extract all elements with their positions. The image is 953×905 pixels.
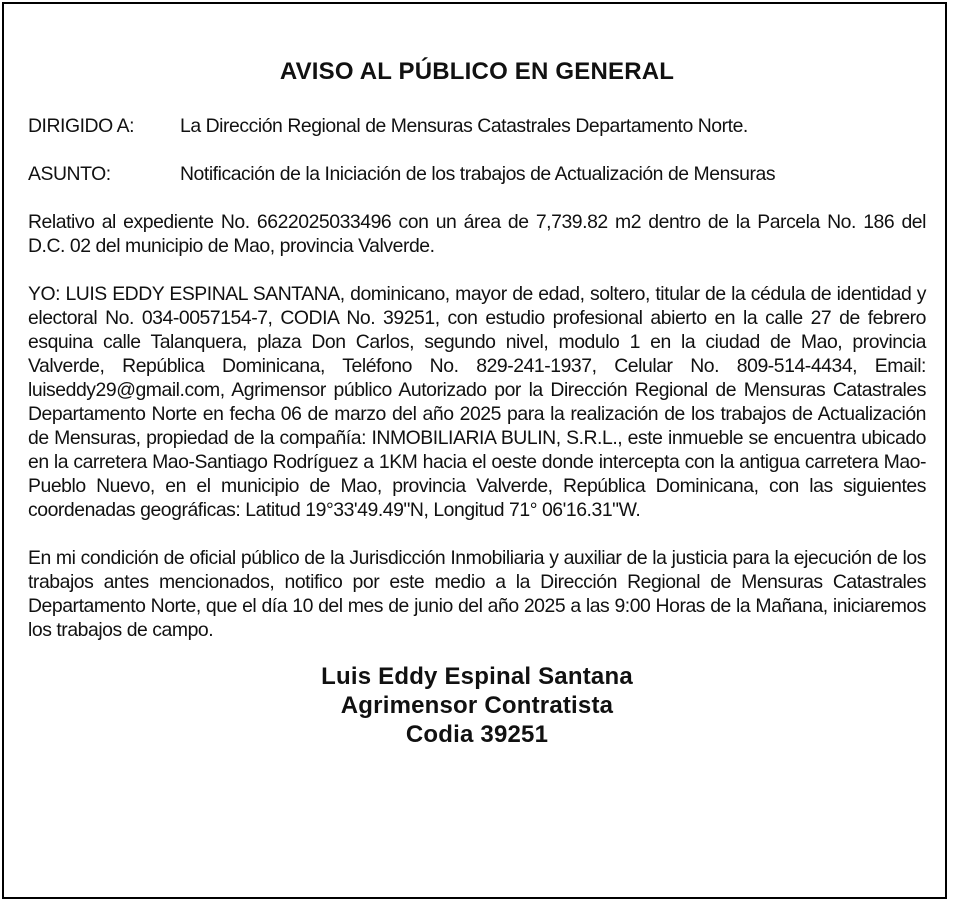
spacer [28,186,926,210]
signature-block [28,662,926,749]
spacer [28,258,926,282]
asunto-label: ASUNTO: [28,163,111,185]
notice-content [28,56,926,749]
spacer [28,138,926,162]
spacer [28,522,926,546]
condicion-paragraph: En mi condición de oficial público de la Jurisdicción Inmobiliaria y auxiliar de la justicia para la ejecución de los trabajos antes mencionados, notifico por este medio a la Dirección Regional de Mensuras Catastrales Departamento Norte, que el día 10 del mes de junio del año 2025 a las 9:00 Horas de la Mañana, iniciaremos los trabajos de campo. [28,547,926,641]
notice-frame [2,2,947,899]
yo-paragraph: YO: LUIS EDDY ESPINAL SANTANA, dominicano, mayor de edad, soltero, titular de la cédula de identidad y electoral No. 034-0057154-7, CODIA No. 39251, con estudio profesional abierto en la calle 27 de febrero esquina calle Talanquera, plaza Don Carlos, segundo nivel, modulo 1 en la ciudad de Mao, provincia Valverde, República Dominicana, Teléfono No. 829-241-1937, Celular No. 809-514-4434, Email: luiseddy29@gmail.com, Agrimensor público Autorizado por la Dirección Regional de Mensuras Catastrales Departamento Norte en fecha 06 de marzo del año 2025 para la realización de los trabajos de Actualización de Mensuras, propiedad de la compañía: INMOBILIARIA BULIN, S.R.L., este inmueble se encuentra ubicado en la carretera Mao-Santiago Rodríguez a 1KM hacia el oeste donde intercepta con la antigua carretera Mao- Pueblo Nuevo, en el municipio de Mao, provincia Valverde, República Dominicana, con las siguientes coordenadas geográficas: Latitud 19°33'49.49"N, Longitud 71° 06'16.31"W. [28,283,926,521]
asunto-text: Notificación de la Iniciación de los trabajos de Actualización de Mensuras [180,163,776,185]
dirigido-row [28,114,926,138]
signature-codia: Codia 39251 [405,721,549,748]
asunto-row [28,162,926,186]
relativo-paragraph: Relativo al expediente No. 6622025033496 con un área de 7,739.82 m2 dentro de la Parcela No. 186 del D.C. 02 del municipio de Mao, provincia Valverde. [28,211,926,257]
notice-title: AVISO AL PÚBLICO EN GENERAL [279,58,675,85]
dirigido-text: La Dirección Regional de Mensuras Catastrales Departamento Norte. [180,115,748,137]
signature-name: Luis Eddy Espinal Santana [321,663,633,690]
signature-role: Agrimensor Contratista [340,692,614,719]
dirigido-label: DIRIGIDO A: [28,115,135,137]
